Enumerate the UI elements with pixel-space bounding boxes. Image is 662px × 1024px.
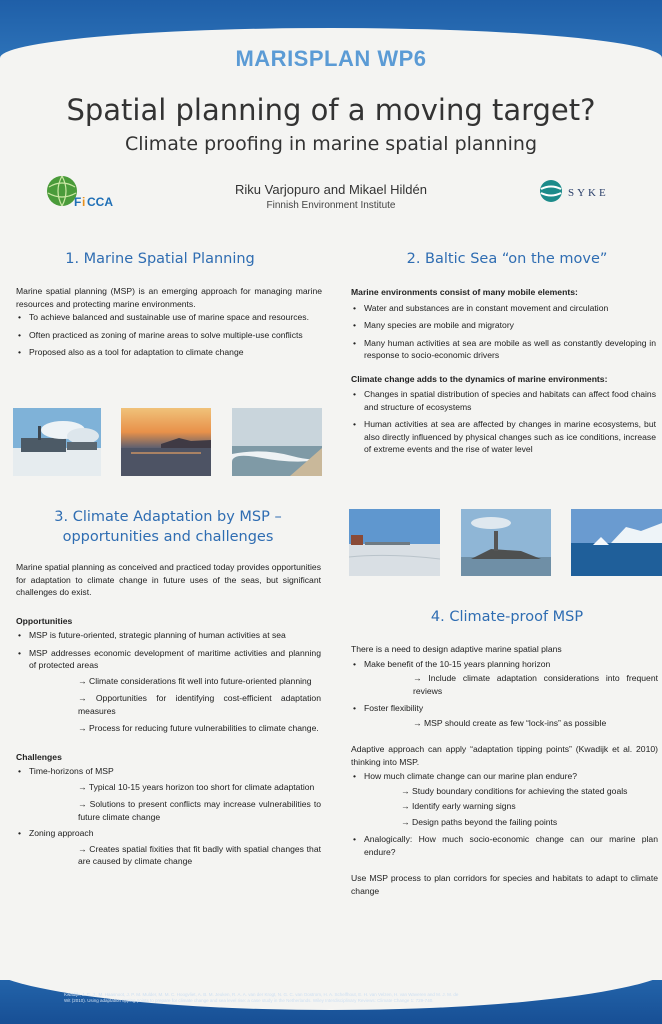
adaptive-approach-text: Adaptive approach can apply “adaptation tipping points” (Kwadijk et al. 2010) thinking into MSP.	[351, 744, 658, 767]
section-4-intro: There is a need to design adaptive marine spatial plans	[351, 644, 562, 654]
section-2-body	[351, 286, 656, 461]
poster-subtitle: Climate proofing in marine spatial planning	[124, 133, 538, 155]
opportunities-title: Opportunities	[16, 615, 73, 626]
section-1-intro: Marine spatial planning (MSP) is an emerging approach for managing marine resources and protecting marine environments.	[16, 286, 322, 309]
sub-item: → Identify early warning signs	[401, 801, 516, 811]
sub-item: → Solutions to present conflicts may increase vulnerabilities to future climate change	[78, 799, 321, 822]
sub-item: → Study boundary conditions for achieving the stated goals	[401, 785, 628, 796]
list-item: • MSP addresses economic development of maritime activities and planning of protected areas	[16, 647, 321, 672]
list-item: • Water and substances are in constant movement and circulation	[351, 302, 656, 315]
institute: Finnish Environment Institute	[266, 200, 396, 211]
project-label: MARISPLAN WP6	[235, 46, 427, 71]
section-4-body	[351, 643, 658, 897]
reference-text: Kwadijk, J. C. J., M. Haasnoot, J. P. M. Mulder, M. M. C. Hoogvliet, A. B. M. Jeuken, R. A. A. van der Krogt, N. G. C. van Oostrom, H. A. Schelfhout, E. H. van Velzen, H. van Waveren and M. J. M. de Wit (2010). Using adaptation tipping points to prepare for climate change and sea level rise: a case study in the Netherlands. Wiley Interdisciplinary Reviews: Climate Change 1: 729-740.	[64, 992, 459, 1003]
list-item: • Analogically: How much socio-economic change can our marine plan endure?	[351, 833, 658, 858]
sub-item: → Include climate adaptation considerations into frequent reviews	[413, 673, 658, 696]
list-item: • Make benefit of the 10-15 years planning horizon	[351, 658, 658, 671]
list-item: • Foster flexibility	[351, 702, 658, 715]
sub-item: → Creates spatial fixities that fit badly with spatial changes that are caused by climate change	[78, 843, 321, 866]
poster-title: Spatial planning of a moving target?	[66, 93, 596, 127]
closing-text: Use MSP process to plan corridors for species and habitats to adapt to climate change	[351, 873, 658, 896]
sub-item: → Design paths beyond the failing points	[401, 816, 558, 827]
list-item: • Many human activities at sea are mobile as well as constantly developing in response to socio-economic drivers	[351, 337, 656, 362]
sub-item: → Opportunities for identifying cost-efficient adaptation measures	[78, 693, 321, 716]
challenges-title: Challenges	[16, 751, 62, 762]
power-plant-photo	[13, 408, 101, 476]
list-item: • MSP is future-oriented, strategic planning of human activities at sea	[16, 629, 321, 642]
section-1-body	[16, 285, 322, 364]
sub-item: → Process for reducing future vulnerabilities to climate change.	[78, 723, 319, 733]
syke-logo	[538, 178, 624, 204]
stormy-shore-photo	[232, 408, 322, 476]
svg-text:SYKE: SYKE	[568, 187, 609, 199]
list-item: • Many species are mobile and migratory	[351, 319, 656, 332]
svg-text:CCA: CCA	[87, 195, 113, 209]
sub-item: → Climate considerations fit well into future-oriented planning	[78, 675, 312, 686]
section-3-heading	[20, 507, 316, 547]
section-3-intro: Marine spatial planning as conceived and practiced today provides opportunities for adaptation to climate change in future uses of the seas, but significant challenges do exist.	[16, 562, 321, 597]
iceberg-photo	[571, 509, 662, 576]
section-2-lead-1: Marine environments consist of many mobile elements:	[351, 287, 578, 297]
section-3-heading-line-1: 3. Climate Adaptation by MSP –	[54, 509, 282, 525]
ficca-logo	[44, 173, 134, 213]
list-item: • Human activities at sea are affected by changes in marine ecosystems, but also directly influenced by physical changes such as ice conditions, increase of extreme events and the rise of water level	[351, 418, 656, 456]
section-1-heading: 1. Marine Spatial Planning	[65, 251, 255, 267]
list-item: • Changes in spatial distribution of species and habitats can affect food chains and structure of ecosystems	[351, 388, 656, 413]
list-item: • Often practiced as zoning of marine areas to solve multiple-use conflicts	[16, 329, 322, 342]
authors: Riku Varjopuro and Mikael Hildén	[235, 182, 427, 197]
list-item: • Time-horizons of MSP	[16, 765, 321, 778]
section-4-heading: 4. Climate-proof MSP	[430, 609, 584, 625]
sunset-sea-photo	[121, 408, 211, 476]
list-item: • Zoning approach	[16, 827, 321, 840]
list-item: • How much climate change can our marine plan endure?	[351, 770, 658, 783]
sub-item: → MSP should create as few “lock-ins” as possible	[413, 717, 607, 728]
section-2-lead-2: Climate change adds to the dynamics of marine environments:	[351, 373, 608, 384]
list-item: • To achieve balanced and sustainable use of marine space and resources.	[16, 311, 322, 324]
section-3-heading-line-2: opportunities and challenges	[62, 529, 274, 545]
frozen-harbor-photo	[349, 509, 440, 576]
svg-text:F: F	[74, 195, 82, 209]
sub-item: → Typical 10-15 years horizon too short for climate adaptation	[78, 781, 315, 792]
section-3-body	[16, 561, 321, 868]
section-2-heading: 2. Baltic Sea “on the move”	[406, 251, 608, 267]
list-item: • Proposed also as a tool for adaptation to climate change	[16, 346, 322, 359]
lighthouse-island-photo	[461, 509, 551, 576]
svg-text:i: i	[82, 195, 86, 209]
